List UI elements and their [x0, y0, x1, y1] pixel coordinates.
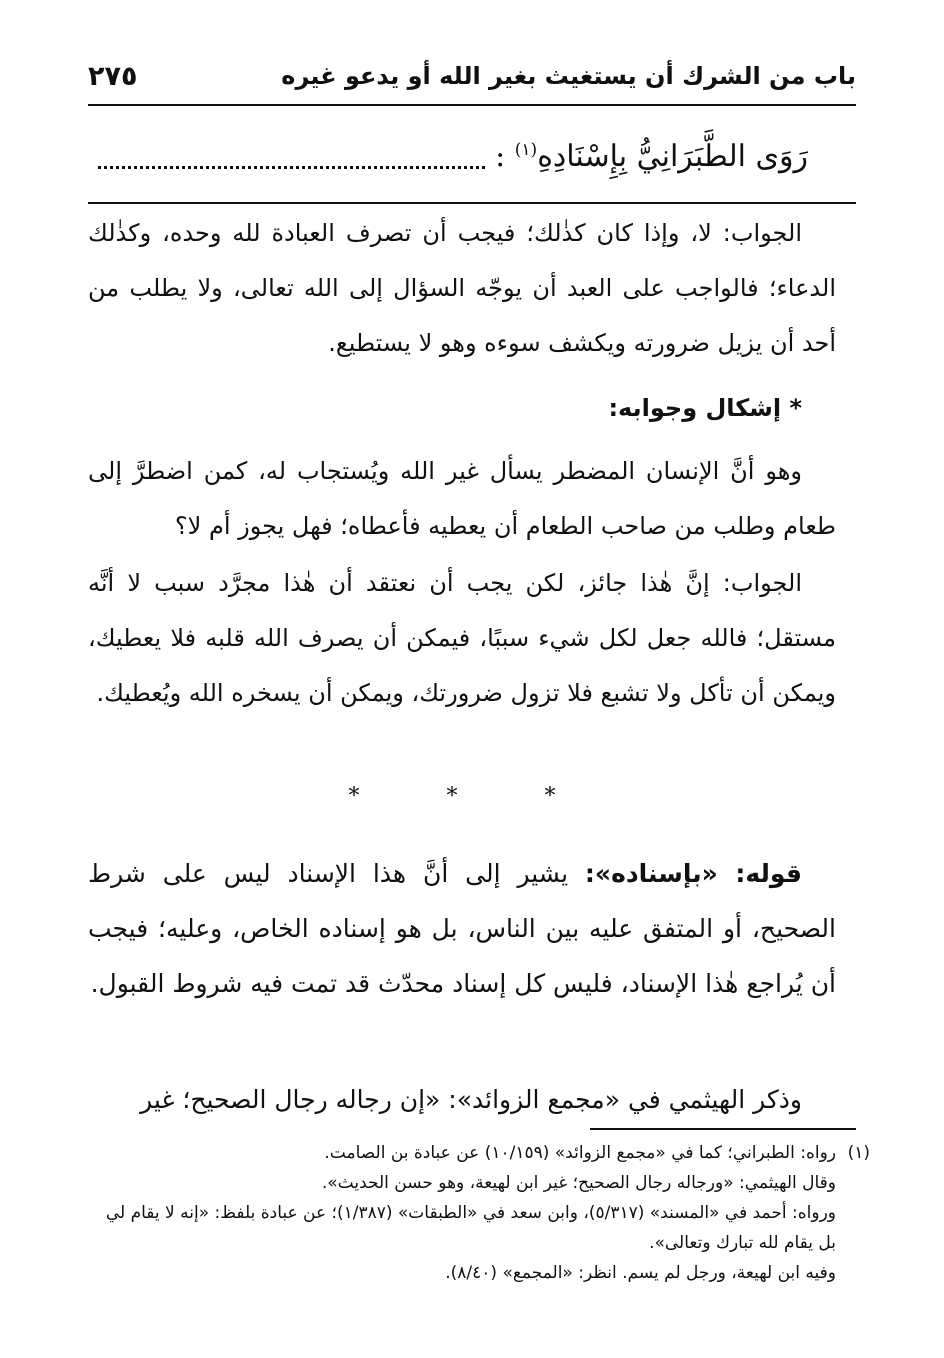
commentary-lead: قوله: «بإسناده»: — [584, 859, 802, 888]
question-paragraph: وهو أنَّ الإنسان المضطر يسأل غير الله ويُستجاب له، كمن اضطرَّ إلى طعام وطلب من صاحب الطعام أن يعطيه فأعطاه؛ فهل يجوز أم لا؟ — [88, 457, 836, 540]
matn-line — [88, 128, 808, 184]
footnote-line: وفيه ابن لهيعة، ورجل لم يسم. انظر: «المجمع» (٨/٤٠). — [445, 1263, 836, 1283]
answer-paragraph-2: الجواب: إنَّ هٰذا جائز، لكن يجب أن نعتقد أن هٰذا مجرَّد سبب لا أنَّه مستقل؛ فالله جعل لكل شيء سببًا، فيمكن أن يصرف الله قلبه فلا يعطيك، ويمكن أن تأكل ولا تشبع فلا تزول ضرورتك، ويمكن أن يسخره الله ويُعطيك. — [88, 569, 836, 707]
footnote-rule — [590, 1128, 856, 1130]
answer-paragraph-1: الجواب: لا، وإذا كان كذٰلك؛ فيجب أن تصرف العبادة لله وحده، وكذٰلك الدعاء؛ فالواجب على العبد أن يوجّه السؤال إلى الله تعالى، ولا يطلب من أحد أن يزيل ضرورته ويكشف سوءه وهو لا يستطيع. — [88, 219, 836, 357]
commentary-paragraph-2: وذكر الهيثمي في «مجمع الزوائد»: «إن رجاله رجال الصحيح؛ غير — [140, 1085, 802, 1114]
chapter-title: باب من الشرك أن يستغيث بغير الله أو يدعو غيره — [281, 62, 856, 90]
footnotes — [88, 1138, 870, 1288]
footnote-ref: (١) — [514, 139, 538, 160]
running-header — [88, 52, 856, 100]
section-separator: * * * — [348, 784, 596, 809]
header-rule — [88, 104, 856, 106]
matn-dots — [98, 144, 485, 169]
footnote-line: رواه: الطبراني؛ كما في «مجمع الزوائد» (١٠/١٥٩) عن عبادة بن الصامت. — [324, 1143, 836, 1163]
section-heading: * إشكال وجوابه: — [608, 394, 802, 422]
footnote-line: وقال الهيثمي: «ورجاله رجال الصحيح؛ غير ابن لهيعة، وهو حسن الحديث». — [321, 1173, 836, 1193]
matn-rule — [88, 202, 856, 204]
footnote-line: ورواه: أحمد في «المسند» (٥/٣١٧)، وابن سعد في «الطبقات» (١/٣٨٧)؛ عن عبادة بلفظ: «إنه لا يقام لي بل يقام لله تبارك وتعالى». — [105, 1203, 836, 1253]
commentary-paragraph: قوله: «بإسناده»: يشير إلى أنَّ هذا الإسناد ليس على شرط الصحيح، أو المتفق عليه بين الناس، بل هو إسناده الخاص، وعليه؛ فيجب أن يُراجع هٰذا الإسناد، فليس كل إسناد محدّث قد تمت فيه شروط القبول. — [88, 859, 836, 998]
page-number: ٢٧٥ — [88, 60, 138, 92]
matn-text: رَوَى الطَّبَرَانِيُّ بِإِسْنَادِهِ$^{(١)}$ : — [495, 138, 808, 174]
footnote-mark: (١) — [847, 1143, 870, 1163]
